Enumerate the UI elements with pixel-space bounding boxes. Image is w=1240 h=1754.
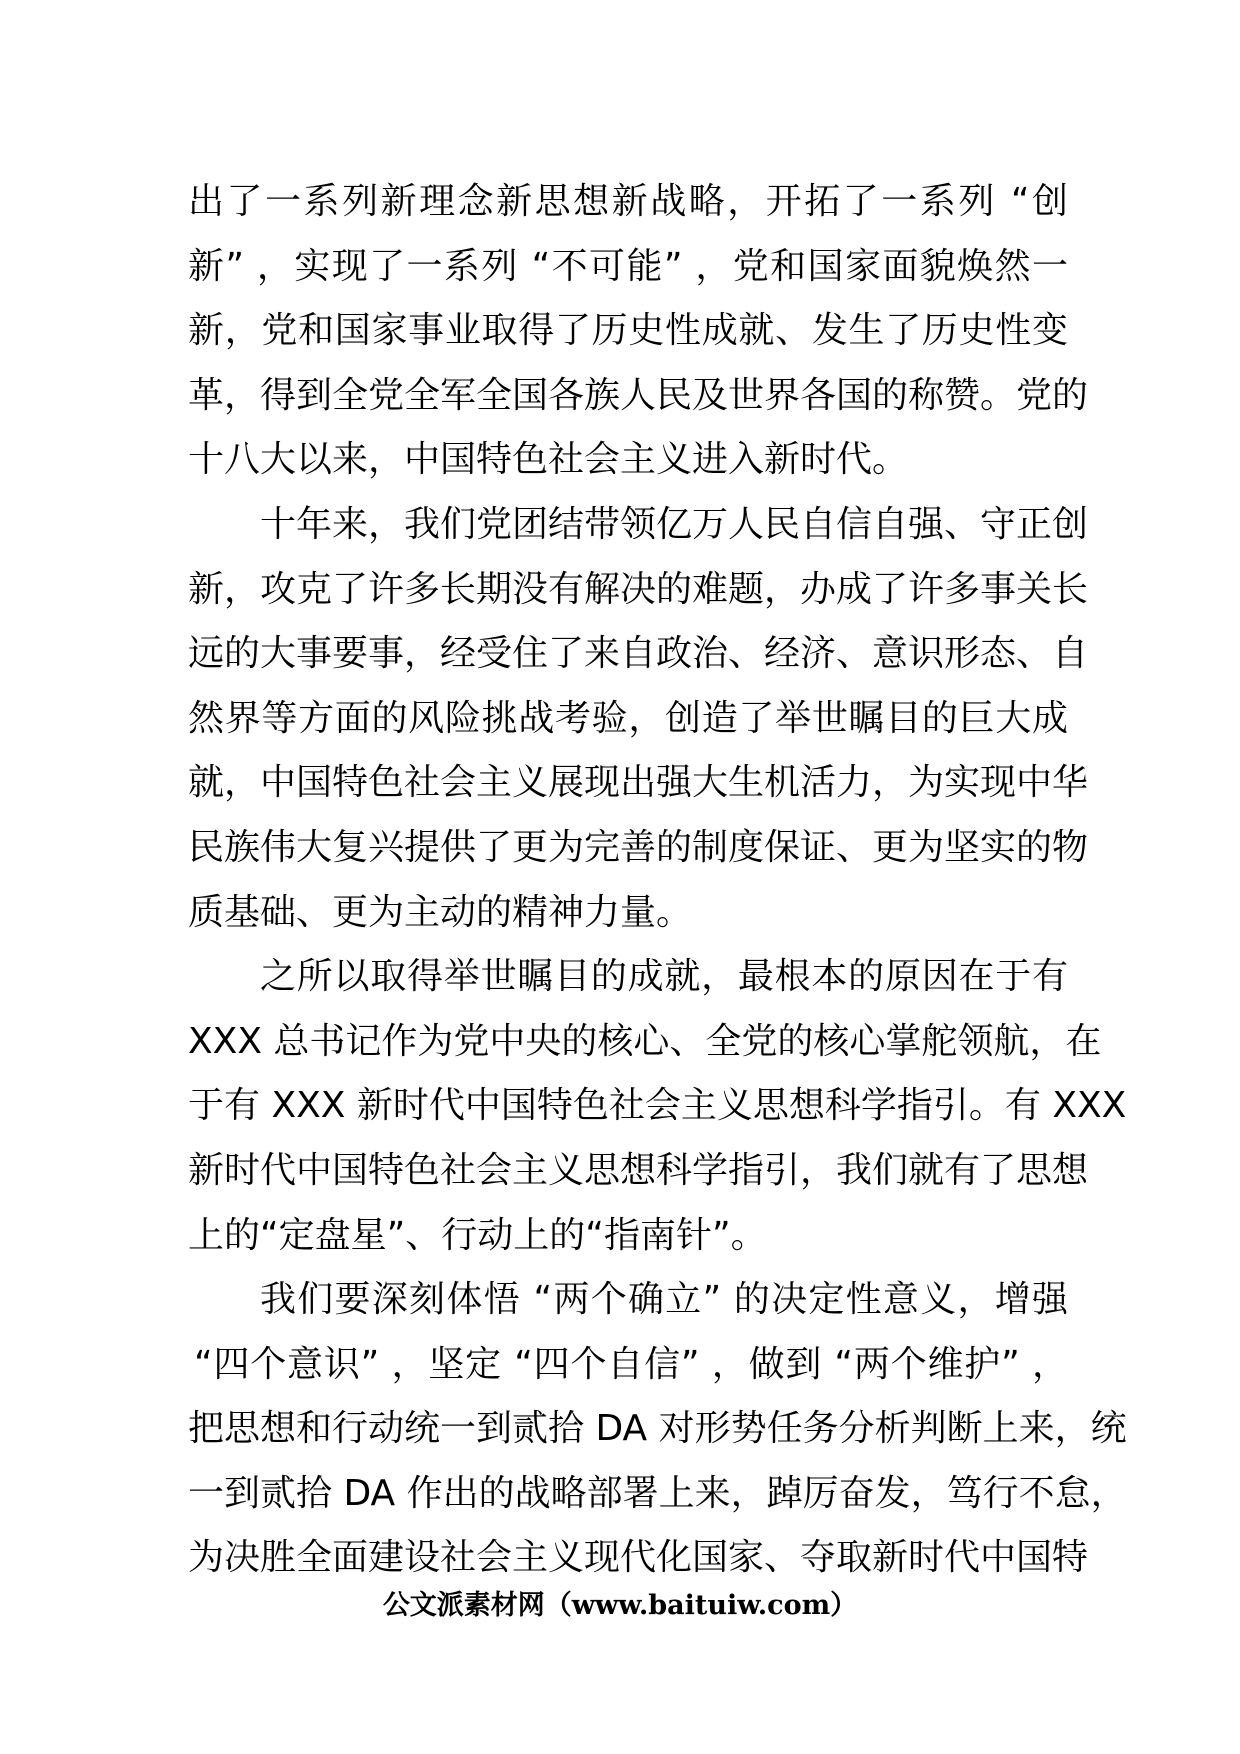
paragraph-1-line-4: 革，得到全党全军全国各族人民及世界各国的称赞。党的 [188,374,1089,416]
paragraph-2-line-4: 然界等方面的风险挑战考验，创造了举世瞩目的巨大成 [188,697,1068,739]
paragraph-2-line-1: 十年来，我们党团结带领亿万人民自信自强、守正创 [260,503,1089,545]
footer-source-credit: 公文派素材网（www.baituiw.com） [382,1590,858,1621]
paragraph-4-line-3: 把思想和行动统一到贰拾 DA 对形势任务分析判断上来，统 [188,1408,1127,1450]
paragraph-2-line-5: 就，中国特色社会主义展现出强大生机活力，为实现中华 [188,762,1089,804]
paragraph-3-line-4: 新时代中国特色社会主义思想科学指引，我们就有了思想 [188,1149,1089,1191]
document-body [188,170,1127,1591]
paragraph-1-line-2: 新” ，实现了一系列 “不可能” ，党和国家面貌焕然一 [188,245,1068,287]
paragraph-4-line-5: 为决胜全面建设社会主义现代化国家、夺取新时代中国特 [188,1537,1089,1579]
paragraph-1-line-1: 出了一系列新理念新思想新战略，开拓了一系列 “创 [188,181,1068,222]
paragraph-3-line-3: 于有 XXX 新时代中国特色社会主义思想科学指引。有 XXX [188,1085,1127,1127]
paragraph-1-line-3: 新，党和国家事业取得了历史性成就、发生了历史性变 [188,310,1068,352]
paragraph-3-line-1: 之所以取得举世瞩目的成就，最根本的原因在于有 [260,956,1068,998]
paragraph-2-line-2: 新，攻克了许多长期没有解决的难题，办成了许多事关长 [188,568,1089,610]
paragraph-2-line-6: 民族伟大复兴提供了更为完善的制度保证、更为坚实的物 [188,826,1089,868]
paragraph-4-line-1: 我们要深刻体悟 “两个确立” 的决定性意义，增强 [260,1279,1068,1321]
paragraph-4-line-4: 一到贰拾 DA 作出的战略部署上来，踔厉奋发，笃行不怠， [188,1472,1127,1514]
paragraph-1-line-5: 十八大以来，中国特色社会主义进入新时代。 [188,439,909,481]
paragraph-2-line-3: 远的大事要事，经受住了来自政治、经济、意识形态、自 [188,633,1089,675]
paragraph-3-line-5: 上的“定盘星”、行动上的“指南针”。 [188,1214,767,1256]
paragraph-4-line-2: “四个意识” ，坚定 “四个自信” ，做到 “两个维护” ， [194,1343,1068,1385]
paragraph-3-line-2: XXX 总书记作为党中央的核心、全党的核心掌舵领航，在 [188,1020,1102,1062]
paragraph-2-line-7: 质基础、更为主动的精神力量。 [188,891,693,933]
